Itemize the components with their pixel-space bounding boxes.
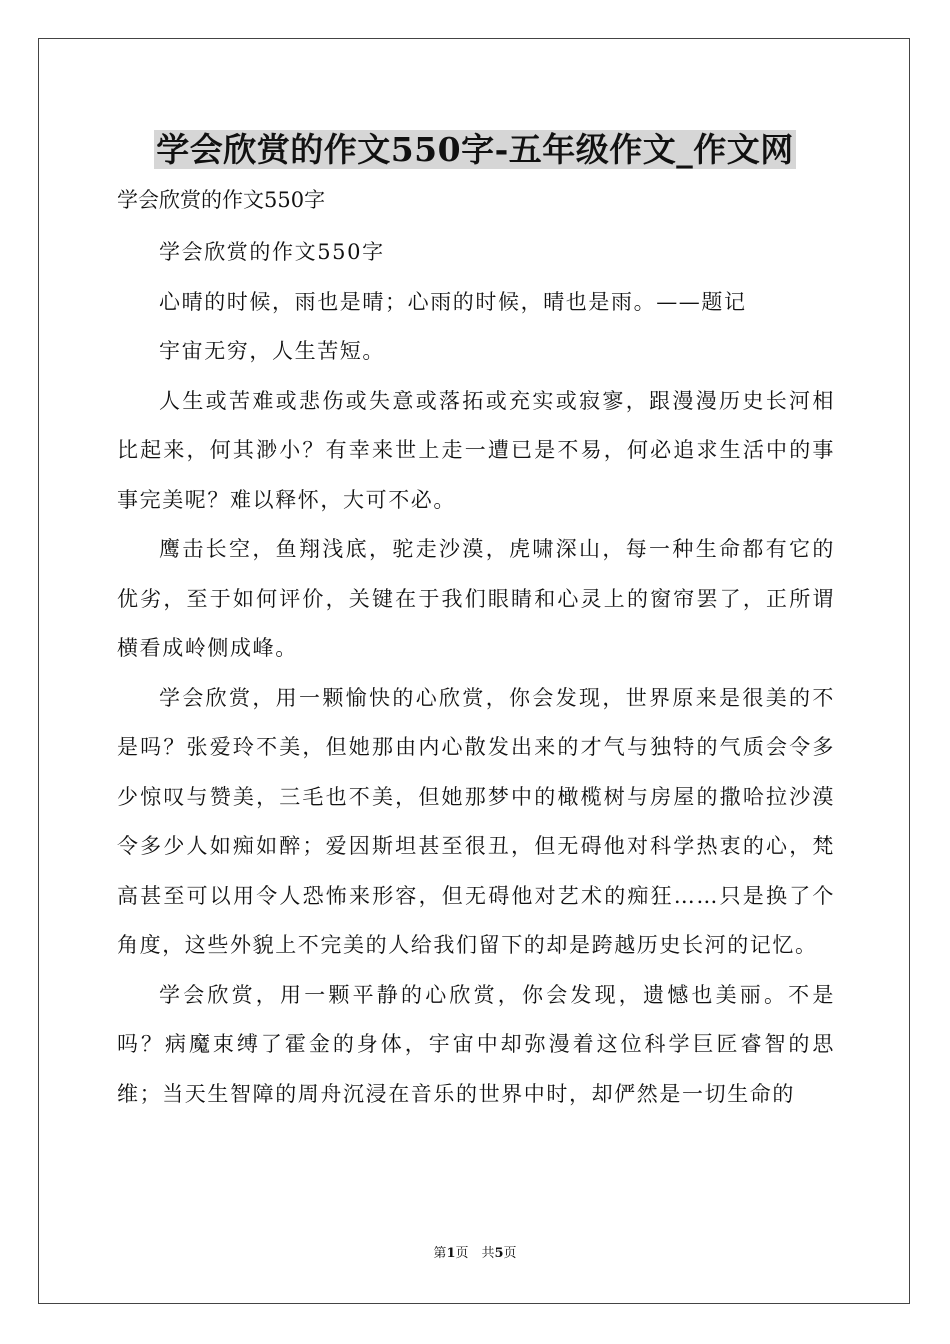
paragraph: 人生或苦难或悲伤或失意或落拓或充实或寂寥，跟漫漫历史长河相比起来，何其渺小？有幸来世上走一遭已是不易，何必追求生活中的事事完美呢？难以释怀，大可不必。 xyxy=(117,388,835,512)
document-subtitle: 学会欣赏的作文550字 xyxy=(117,188,326,212)
paragraph: 学会欣赏的作文550字 xyxy=(159,240,385,264)
page-total-number: 5 xyxy=(494,1246,504,1261)
document-title-text: 学会欣赏的作文550字-五年级作文_作文网 xyxy=(156,130,794,169)
paragraph: 心晴的时候，雨也是晴；心雨的时候，晴也是雨。——题记 xyxy=(159,289,747,314)
document-body xyxy=(117,228,835,1119)
document-title xyxy=(0,128,950,172)
paragraph: 宇宙无穷，人生苦短。 xyxy=(159,339,385,363)
page-current-number: 1 xyxy=(446,1246,456,1261)
paragraph: 鹰击长空，鱼翔浅底，驼走沙漠，虎啸深山，每一种生命都有它的优劣，至于如何评价，关键在于我们眼睛和心灵上的窗帘罢了，正所谓横看成岭侧成峰。 xyxy=(117,537,835,660)
page-mid: 页 共 xyxy=(455,1246,495,1261)
page-prefix: 第 xyxy=(433,1246,447,1261)
paragraph: 学会欣赏，用一颗平静的心欣赏，你会发现，遗憾也美丽。不是吗？病魔束缚了霍金的身体，宇宙中却弥漫着这位科学巨匠睿智的思维；当天生智障的周舟沉浸在音乐的世界中时，却俨然是一切生命的 xyxy=(117,982,835,1106)
page-footer xyxy=(0,1244,950,1264)
page-suffix: 页 xyxy=(503,1246,517,1261)
paragraph: 学会欣赏，用一颗愉快的心欣赏，你会发现，世界原来是很美的不是吗？张爱玲不美，但她那由内心散发出来的才气与独特的气质会令多少惊叹与赞美，三毛也不美，但她那梦中的橄榄树与房屋的撒哈拉沙漠令多少人如痴如醉；爱因斯坦甚至很丑，但无碍他对科学热衷的心，梵高甚至可以用令人恐怖来形容，但无碍他对艺术的痴狂……只是换了个角度，这些外貌上不完美的人给我们留下的却是跨越历史长河的记忆。 xyxy=(117,685,835,957)
